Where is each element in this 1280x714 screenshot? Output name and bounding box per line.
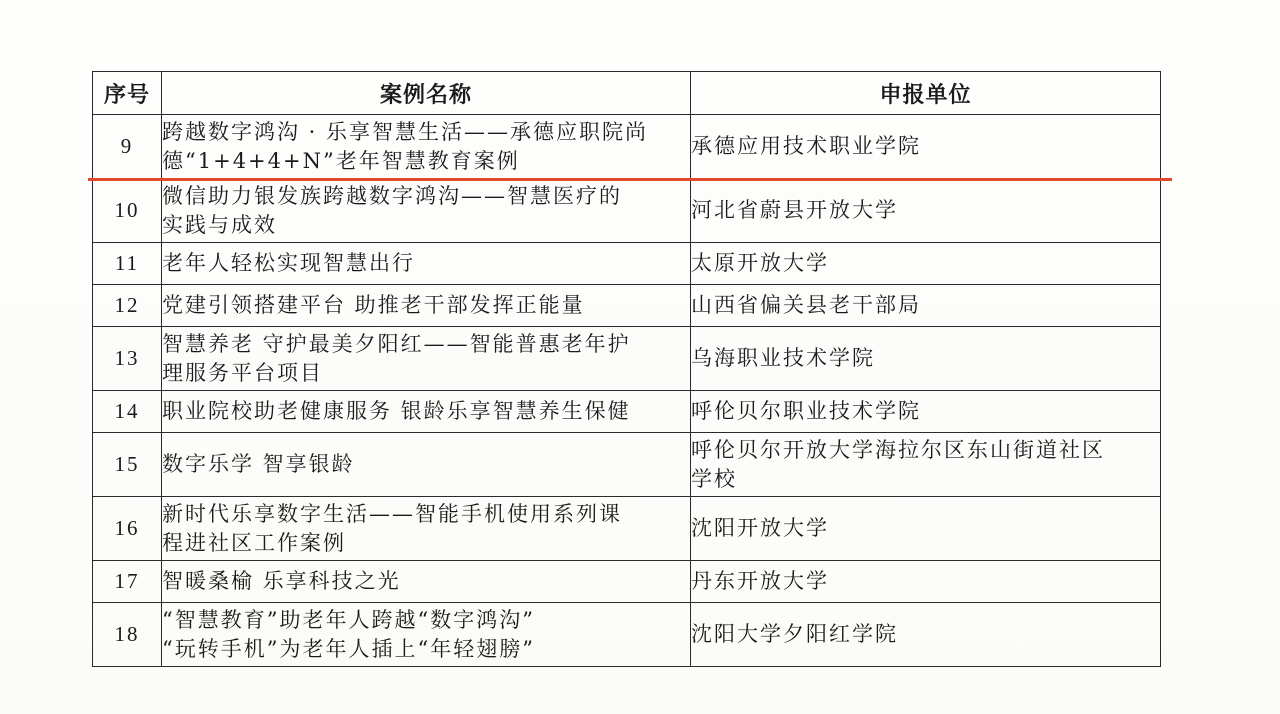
case-name-cell xyxy=(162,391,691,433)
case-name-line: 微信助力银发族跨越数字鸿沟——智慧医疗的 xyxy=(162,183,622,208)
case-number: 11 xyxy=(93,243,162,285)
case-number: 13 xyxy=(93,327,162,391)
reporting-unit-cell xyxy=(691,433,1161,497)
table-row xyxy=(93,603,1161,667)
reporting-unit-cell xyxy=(691,327,1161,391)
table-row xyxy=(93,497,1161,561)
case-name-line: 党建引领搭建平台 助推老干部发挥正能量 xyxy=(162,293,585,317)
table-row xyxy=(93,433,1161,497)
case-name-line: 老年人轻松实现智慧出行 xyxy=(162,251,415,275)
reporting-unit-line: 呼伦贝尔开放大学海拉尔区东山街道社区 xyxy=(691,437,1105,462)
case-name-cell xyxy=(162,115,691,179)
reporting-unit-line: 太原开放大学 xyxy=(691,251,829,275)
reporting-unit-line: 沈阳开放大学 xyxy=(691,516,829,540)
case-name-line: 新时代乐享数字生活——智能手机使用系列课 xyxy=(162,501,622,526)
case-name-cell xyxy=(162,433,691,497)
header-row xyxy=(93,72,1161,115)
reporting-unit-line: 河北省蔚县开放大学 xyxy=(691,198,898,222)
case-number: 14 xyxy=(93,391,162,433)
case-name-line: “玩转手机”为老年人插上“年轻翅膀” xyxy=(162,636,535,661)
case-name-line: 智慧养老 守护最美夕阳红——智能普惠老年护 xyxy=(162,331,631,356)
case-name-line: 职业院校助老健康服务 银龄乐享智慧养生保健 xyxy=(162,399,631,423)
case-name-cell xyxy=(162,561,691,603)
case-number: 16 xyxy=(93,497,162,561)
reporting-unit-cell xyxy=(691,179,1161,243)
table-header xyxy=(93,72,1161,115)
case-name-line: 数字乐学 智享银龄 xyxy=(162,452,355,476)
case-name-line: 德“1+4+4+N”老年智慧教育案例 xyxy=(162,148,520,173)
table-row xyxy=(93,391,1161,433)
case-name-cell xyxy=(162,243,691,285)
reporting-unit-line: 呼伦贝尔职业技术学院 xyxy=(691,399,921,423)
reporting-unit-cell xyxy=(691,561,1161,603)
reporting-unit-cell xyxy=(691,497,1161,561)
table-row xyxy=(93,561,1161,603)
reporting-unit-line: 山西省偏关县老干部局 xyxy=(691,293,921,317)
reporting-unit-cell xyxy=(691,391,1161,433)
case-name-line: 智暖桑榆 乐享科技之光 xyxy=(162,569,401,593)
case-number: 12 xyxy=(93,285,162,327)
reporting-unit-line: 丹东开放大学 xyxy=(691,569,829,593)
case-number: 9 xyxy=(93,115,162,179)
header-unit: 申报单位 xyxy=(691,72,1161,115)
reporting-unit-line: 承德应用技术职业学院 xyxy=(691,134,921,158)
reporting-unit-line: 沈阳大学夕阳红学院 xyxy=(691,622,898,646)
case-name-cell xyxy=(162,285,691,327)
reporting-unit-line: 学校 xyxy=(691,466,737,491)
reporting-unit-line: 乌海职业技术学院 xyxy=(691,346,875,370)
reporting-unit-cell xyxy=(691,115,1161,179)
reporting-unit-cell xyxy=(691,603,1161,667)
case-table xyxy=(92,71,1161,667)
case-name-cell xyxy=(162,179,691,243)
case-name-cell xyxy=(162,497,691,561)
case-number: 10 xyxy=(93,179,162,243)
reporting-unit-cell xyxy=(691,243,1161,285)
case-name-cell xyxy=(162,327,691,391)
table-row xyxy=(93,327,1161,391)
case-name-line: 实践与成效 xyxy=(162,212,277,237)
case-name-line: 跨越数字鸿沟 · 乐享智慧生活——承德应职院尚 xyxy=(162,119,649,144)
case-name-line: “智慧教育”助老年人跨越“数字鸿沟” xyxy=(162,607,535,632)
table-body xyxy=(93,115,1161,667)
header-no: 序号 xyxy=(93,72,162,115)
table-row xyxy=(93,285,1161,327)
header-name: 案例名称 xyxy=(162,72,691,115)
table-row xyxy=(93,179,1161,243)
highlight-underline xyxy=(88,178,1172,181)
case-number: 17 xyxy=(93,561,162,603)
reporting-unit-cell xyxy=(691,285,1161,327)
case-name-line: 理服务平台项目 xyxy=(162,360,323,385)
case-number: 18 xyxy=(93,603,162,667)
table-row xyxy=(93,115,1161,179)
case-number: 15 xyxy=(93,433,162,497)
table-row xyxy=(93,243,1161,285)
case-name-line: 程进社区工作案例 xyxy=(162,530,346,555)
case-name-cell xyxy=(162,603,691,667)
